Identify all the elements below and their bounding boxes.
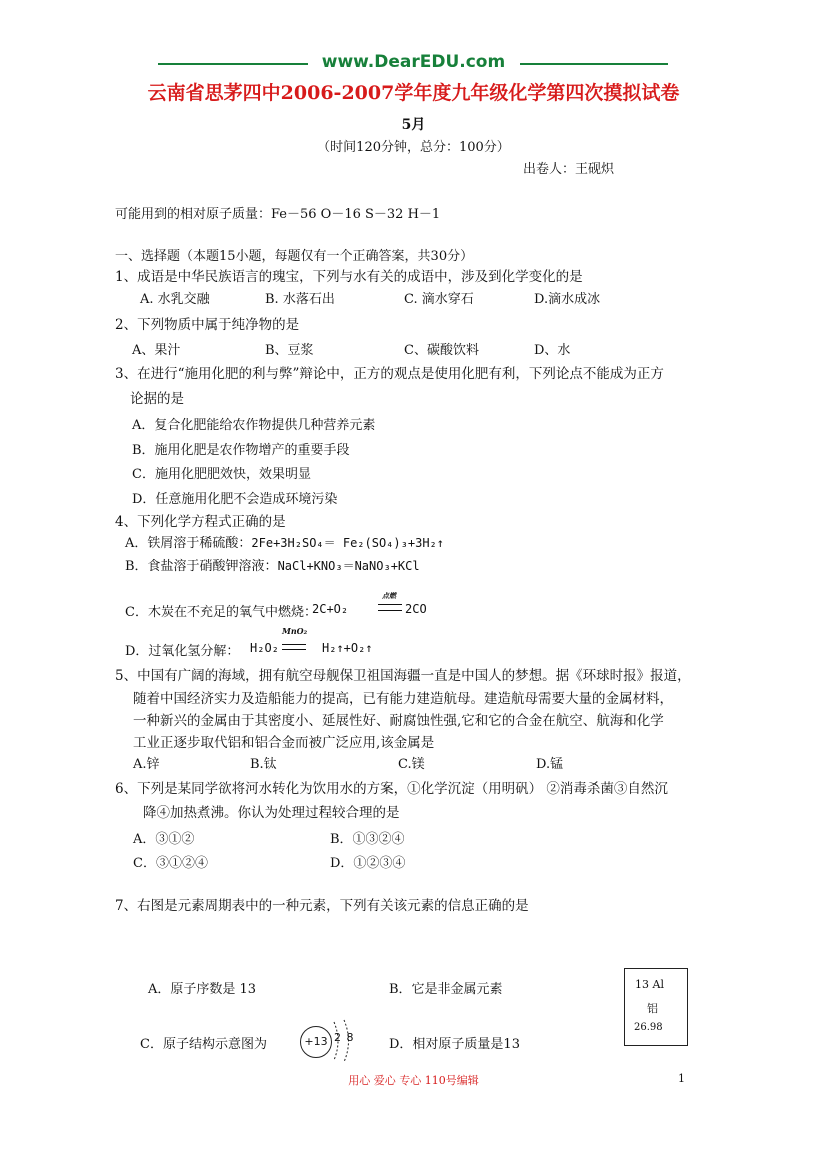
q7-option-a: A．原子序数是 13: [148, 982, 257, 997]
exam-author: 出卷人：王砚炽: [523, 162, 615, 177]
q1-stem: 1、成语是中华民族语言的瑰宝，下列与水有关的成语中，涉及到化学变化的是: [115, 269, 583, 285]
site-url[interactable]: www.DearEDU.com: [321, 52, 506, 72]
q4-option-c-condition: 点燃: [382, 591, 396, 600]
q5-option-a: A.锌: [133, 757, 160, 772]
q4-option-a: [125, 532, 444, 551]
q4-option-c-text: C．木炭在不充足的氧气中燃烧：: [125, 605, 317, 620]
q6-stem-line1: 6、下列是某同学欲将河水转化为饮用水的方案，①化学沉淀（用明矾） ②消毒杀菌③自然沉: [115, 781, 668, 797]
q1-option-d: D.滴水成冰: [534, 292, 601, 307]
q1-option-b: B. 水落石出: [265, 292, 335, 307]
q4-option-d-catalyst: MnO₂: [282, 626, 308, 636]
q4-option-d-equals: [282, 644, 306, 650]
q1-option-a: A. 水乳交融: [140, 292, 210, 307]
q5-stem-line2: 随着中国经济实力及造船能力的提高，已有能力建造航母。建造航母需要大量的金属材料，: [133, 691, 673, 707]
q5-option-b: B.钛: [250, 757, 277, 772]
atom-nucleus: +13: [300, 1026, 332, 1058]
q6-option-a: A．③①②: [133, 832, 195, 847]
q7-option-d: D．相对原子质量是13: [389, 1037, 520, 1052]
q4-option-b-equation: NaCl+KNO₃＝NaNO₃+KCl: [277, 559, 420, 573]
q4-option-a-text: A．铁屑溶于稀硫酸：: [125, 536, 252, 551]
q4-option-c-eq-left: 2C+O₂: [312, 602, 349, 616]
atom-shell-electrons: 2 8: [334, 1031, 355, 1044]
q2-option-b: B、豆浆: [265, 343, 314, 358]
q4-option-d-eq-right: H₂↑+O₂↑: [322, 641, 373, 655]
q4-option-d-eq-left: H₂O₂: [250, 641, 279, 655]
section-heading: 一、选择题（本题15小题，每题仅有一个正确答案，共30分）: [115, 249, 474, 264]
element-card: [624, 968, 688, 1046]
q3-option-d: D．任意施用化肥不会造成环境污染: [132, 492, 338, 507]
q5-stem-line3: 一种新兴的金属由于其密度小、延展性好、耐腐蚀性强,它和它的合金在航空、航海和化学: [133, 713, 664, 729]
q5-option-d: D.锰: [536, 757, 564, 772]
q5-option-c: C.镁: [398, 757, 425, 772]
element-number-symbol: 13 Al: [635, 978, 664, 991]
q2-option-d: D、水: [534, 343, 571, 358]
page-title: 云南省思茅四中2006-2007学年度九年级化学第四次摸拟试卷: [147, 82, 680, 104]
q4-option-c-equals: [378, 604, 402, 611]
q7-option-c: C．原子结构示意图为: [140, 1037, 267, 1052]
exam-time-info: （时间120分钟，总分：100分）: [317, 140, 510, 155]
q2-stem: 2、下列物质中属于纯净物的是: [115, 317, 300, 333]
page-number: 1: [678, 1072, 685, 1085]
exam-month: 5月: [401, 117, 426, 133]
q4-option-a-equation: 2Fe+3H₂SO₄＝ Fe₂(SO₄)₃+3H₂↑: [251, 536, 445, 550]
q4-option-d-text: D．过氧化氢分解：: [125, 644, 240, 659]
element-atomic-mass: 26.98: [634, 1022, 663, 1033]
q6-stem-line2: 降④加热煮沸。你认为处理过程较合理的是: [143, 805, 400, 821]
q3-option-b: B．施用化肥是农作物增产的重要手段: [132, 443, 350, 458]
q6-option-d: D．①②③④: [330, 856, 406, 871]
q2-option-c: C、碳酸饮料: [404, 343, 479, 358]
q7-stem: 7、右图是元素周期表中的一种元素，下列有关该元素的信息正确的是: [115, 898, 529, 914]
q3-option-a: A．复合化肥能给农作物提供几种营养元素: [132, 418, 376, 433]
q7-option-b: B．它是非金属元素: [389, 982, 503, 997]
footer-text: 用心 爱心 专心 110号编辑: [348, 1074, 479, 1087]
q5-stem-line1: 5、中国有广阔的海域，拥有航空母舰保卫祖国海疆一直是中国人的梦想。据《环球时报》报道，: [115, 668, 691, 684]
q6-option-b: B．①③②④: [330, 832, 405, 847]
element-name: 铝: [647, 1002, 658, 1015]
q2-option-a: A、果汁: [132, 343, 181, 358]
q5-stem-line4: 工业正逐步取代铝和铝合金而被广泛应用,该金属是: [133, 735, 435, 751]
q4-option-c-eq-right: 2CO: [405, 602, 427, 616]
q6-option-c: C．③①②④: [133, 856, 208, 871]
q4-stem: 4、下列化学方程式正确的是: [115, 514, 286, 530]
q4-option-b: [125, 555, 420, 574]
q4-option-b-text: B．食盐溶于硝酸钾溶液：: [125, 559, 278, 574]
q3-option-c: C．施用化肥肥效快，效果明显: [132, 467, 311, 482]
q1-option-c: C. 滴水穿石: [404, 292, 474, 307]
q3-stem-line2: 论据的是: [130, 391, 184, 407]
atomic-mass-note: 可能用到的相对原子质量：Fe－56 O－16 S－32 H－1: [115, 207, 441, 222]
q3-stem-line1: 3、在进行“施用化肥的利与弊”辩论中，正方的观点是使用化肥有利，下列论点不能成为正方: [115, 366, 664, 382]
